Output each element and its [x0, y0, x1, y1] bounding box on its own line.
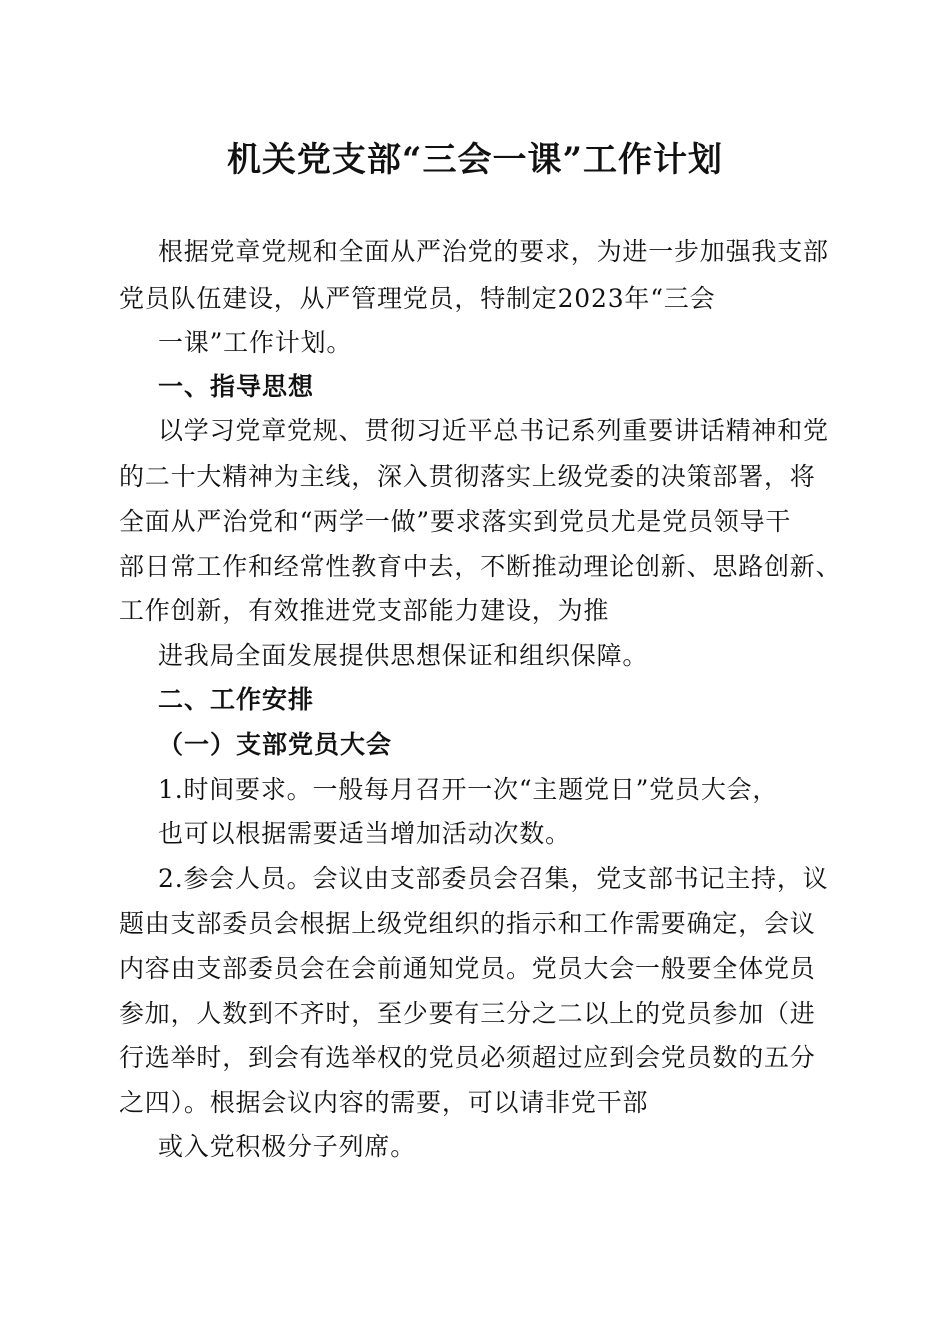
section-2-p2-line-7: 或入党积极分子列席。: [158, 1132, 417, 1161]
section-1-line-5: 工作创新，有效推进党支部能力建设，为推: [119, 596, 610, 625]
section-2-heading: 二、工作安排: [158, 685, 315, 714]
section-2-p2-line-5: 行选举时，到会有选举权的党员必须超过应到会党员数的五分: [119, 1043, 816, 1072]
section-2-p2-line-4: 参加，人数到不齐时，至少要有三分之二以上的党员参加（进: [119, 999, 816, 1028]
section-2-p1-line-2: 也可以根据需要适当增加活动次数。: [158, 819, 571, 848]
section-1-heading: 一、指导思想: [158, 372, 315, 401]
section-1-line-2: 的二十大精神为主线，深入贯彻落实上级党委的决策部署，将: [119, 462, 816, 491]
section-2-p2-line-6: 之四）。根据会议内容的需要，可以请非党干部: [119, 1088, 649, 1117]
section-1-line-4: 部日常工作和经常性教育中去，不断推动理论创新、思路创新、: [119, 552, 842, 581]
section-2-p2-line-3: 内容由支部委员会在会前通知党员。党员大会一般要全体党员: [119, 954, 816, 983]
section-1-line-1: 以学习党章党规、贯彻习近平总书记系列重要讲话精神和党: [158, 416, 829, 445]
section-1-line-6: 进我局全面发展提供思想保证和组织保障。: [158, 641, 649, 670]
intro-line-1: 根据党章党规和全面从严治党的要求，为进一步加强我支部: [158, 237, 829, 266]
section-2-p2-line-2: 题由支部委员会根据上级党组织的指示和工作需要确定，会议: [119, 909, 816, 938]
section-1-line-3: 全面从严治党和“两学一做”要求落实到党员尤是党员领导干: [119, 507, 792, 536]
document-title: 机关党支部“三会一课”工作计划: [226, 140, 724, 180]
intro-line-2: 党员队伍建设，从严管理党员，特制定2023年“三会: [119, 284, 716, 313]
section-2-subheading-1: （一）支部党员大会: [158, 730, 393, 759]
section-2-p2-line-1: 2.参会人员。会议由支部委员会召集，党支部书记主持，议: [158, 864, 829, 893]
section-2-p1-line-1: 1.时间要求。一般每月召开一次“主题党日”党员大会，: [158, 775, 779, 804]
intro-line-3: 一课”工作计划。: [158, 328, 353, 357]
